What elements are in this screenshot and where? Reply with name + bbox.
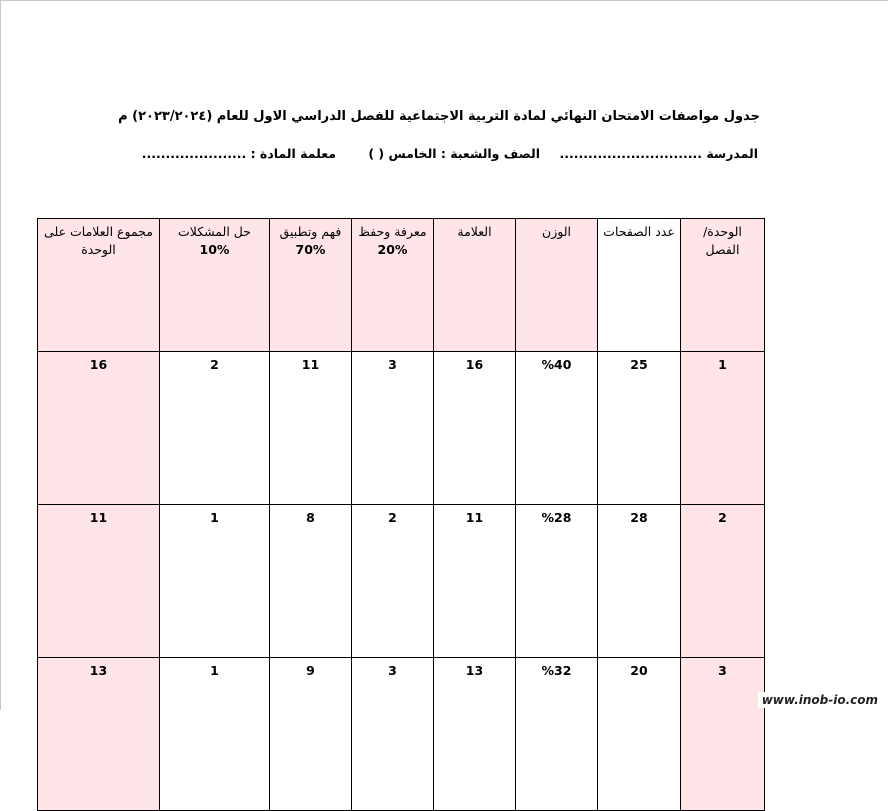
table-row (38, 658, 765, 811)
header-pages: عدد الصفحات (598, 219, 681, 352)
cell-weight: %40 (516, 352, 598, 505)
header-weight: الوزن (516, 219, 598, 352)
header-solve (160, 219, 270, 352)
table-row (38, 352, 765, 505)
cell-unit: 2 (681, 505, 765, 658)
header-knowledge (352, 219, 434, 352)
school-field: المدرسة .............................. (559, 146, 758, 161)
cell-apply: 9 (270, 658, 352, 811)
cell-mark: 13 (434, 658, 516, 811)
header-apply-label: فهم وتطبيق (279, 224, 342, 239)
class-section-field: الصف والشعبة : الخامس ( ) (368, 146, 540, 161)
header-total: مجموع العلامات على الوحدة (38, 219, 160, 352)
cell-knowledge: 3 (352, 352, 434, 505)
cell-apply: 8 (270, 505, 352, 658)
cell-solve: 1 (160, 658, 270, 811)
document-title: جدول مواصفات الامتحان النهائي لمادة التربية الاجتماعية للفصل الدراسي الاول للعام (٢٠٢٣/٢٠٢٤) م (118, 109, 760, 124)
header-solve-pct: 10% (199, 242, 230, 257)
header-knowledge-label: معرفة وحفظ (358, 224, 427, 239)
cell-pages: 20 (598, 658, 681, 811)
cell-total: 11 (38, 505, 160, 658)
cell-solve: 1 (160, 505, 270, 658)
header-solve-label: حل المشكلات (178, 224, 251, 239)
header-mark: العلامة (434, 219, 516, 352)
header-unit: الوحدة/ الفصل (681, 219, 765, 352)
header-apply-pct: 70% (295, 242, 326, 257)
header-knowledge-pct: 20% (377, 242, 408, 257)
page-border (0, 0, 888, 1)
header-apply (270, 219, 352, 352)
exam-spec-table (37, 218, 765, 811)
cell-unit: 1 (681, 352, 765, 505)
table-header-row (38, 219, 765, 352)
cell-total: 16 (38, 352, 160, 505)
cell-mark: 11 (434, 505, 516, 658)
table-row (38, 505, 765, 658)
cell-weight: %32 (516, 658, 598, 811)
watermark-text: www.inob-io.com (758, 692, 882, 708)
cell-unit: 3 (681, 658, 765, 811)
cell-pages: 28 (598, 505, 681, 658)
cell-apply: 11 (270, 352, 352, 505)
cell-knowledge: 3 (352, 658, 434, 811)
cell-knowledge: 2 (352, 505, 434, 658)
cell-mark: 16 (434, 352, 516, 505)
teacher-field: معلمة المادة : ...................... (141, 146, 336, 161)
cell-solve: 2 (160, 352, 270, 505)
cell-pages: 25 (598, 352, 681, 505)
page-border (0, 0, 1, 710)
cell-total: 13 (38, 658, 160, 811)
cell-weight: %28 (516, 505, 598, 658)
